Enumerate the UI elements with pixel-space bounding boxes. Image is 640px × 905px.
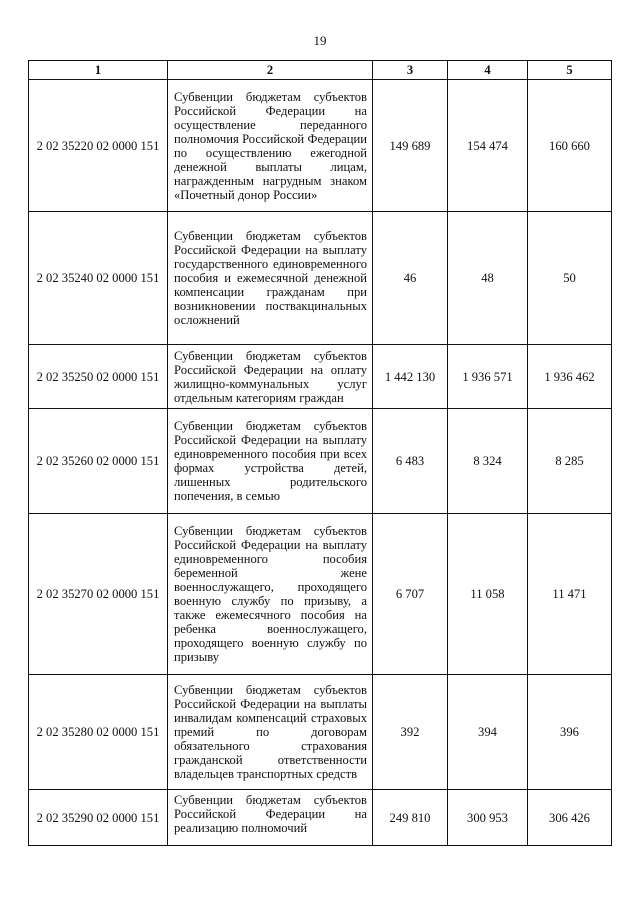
table-row [29, 409, 612, 514]
description-text: Субвенции бюджетам субъектов Российской Федерации на оплату жилищно-коммунальных услуг отдельным категориям граждан [174, 348, 367, 405]
value-col4-cell: 11 058 [448, 514, 528, 675]
page-number: 19 [313, 33, 327, 48]
table-row [29, 790, 612, 846]
value-col4-cell: 1 936 571 [448, 345, 528, 409]
value-col5-cell: 1 936 462 [528, 345, 612, 409]
value-col3-cell: 149 689 [373, 80, 448, 212]
description-text: Субвенции бюджетам субъектов Российской Федерации на выплаты инвалидам компенсаций страховых премий по договорам обязательного страхования гражданской ответственности владельцев транспортных средств [174, 683, 367, 781]
value-col5-cell: 11 471 [528, 514, 612, 675]
column-header-2: 2 [168, 61, 373, 80]
budget-code-cell: 2 02 35260 02 0000 151 [29, 409, 168, 514]
description-cell [168, 409, 373, 514]
value-col3-cell: 6 483 [373, 409, 448, 514]
value-col5-cell: 8 285 [528, 409, 612, 514]
budget-code-cell: 2 02 35250 02 0000 151 [29, 345, 168, 409]
budget-code-cell: 2 02 35220 02 0000 151 [29, 80, 168, 212]
value-col4-cell: 394 [448, 675, 528, 790]
value-col3-cell: 392 [373, 675, 448, 790]
value-col3-cell: 1 442 130 [373, 345, 448, 409]
value-col3-cell: 6 707 [373, 514, 448, 675]
description-text: Субвенции бюджетам субъектов Российской Федерации на выплату единовременного пособия беременной жене военнослужащего, проходящего военную службу по призыву, а также ежемесячного пособия на ребенка военнослужащего, проходящего военную службу по призыву [174, 524, 367, 664]
value-col4-cell: 48 [448, 212, 528, 345]
budget-code-cell: 2 02 35270 02 0000 151 [29, 514, 168, 675]
column-header-4: 4 [448, 61, 528, 80]
description-text: Субвенции бюджетам субъектов Российской Федерации на реализацию полномочий [174, 793, 367, 835]
column-header-1: 1 [29, 61, 168, 80]
column-header-5: 5 [528, 61, 612, 80]
value-col4-cell: 300 953 [448, 790, 528, 846]
description-cell [168, 345, 373, 409]
budget-code-cell: 2 02 35290 02 0000 151 [29, 790, 168, 846]
budget-code-cell: 2 02 35240 02 0000 151 [29, 212, 168, 345]
value-col5-cell: 396 [528, 675, 612, 790]
value-col3-cell: 249 810 [373, 790, 448, 846]
table-row [29, 514, 612, 675]
value-col4-cell: 154 474 [448, 80, 528, 212]
budget-table [28, 60, 612, 846]
budget-code-cell: 2 02 35280 02 0000 151 [29, 675, 168, 790]
value-col3-cell: 46 [373, 212, 448, 345]
column-header-3: 3 [373, 61, 448, 80]
value-col5-cell: 306 426 [528, 790, 612, 846]
table-row [29, 80, 612, 212]
table-row [29, 212, 612, 345]
table-header-row [29, 61, 612, 80]
description-text: Субвенции бюджетам субъектов Российской Федерации на осуществление переданного полномочия Российской Федерации по осуществлению ежегодной денежной выплаты лицам, награжденным нагрудным знаком «Почетный донор России» [174, 89, 367, 202]
description-cell [168, 675, 373, 790]
table-row [29, 675, 612, 790]
value-col4-cell: 8 324 [448, 409, 528, 514]
value-col5-cell: 160 660 [528, 80, 612, 212]
description-cell [168, 514, 373, 675]
description-text: Субвенции бюджетам субъектов Российской Федерации на выплату единовременного пособия при всех формах устройства детей, лишенных родительского попечения, в семью [174, 419, 367, 503]
description-cell [168, 790, 373, 846]
value-col5-cell: 50 [528, 212, 612, 345]
description-cell [168, 212, 373, 345]
description-text: Субвенции бюджетам субъектов Российской Федерации на выплату государственного единовременного пособия и ежемесячной денежной компенсации гражданам при возникновении поствакцинальных осложнений [174, 229, 367, 327]
description-cell [168, 80, 373, 212]
table-row [29, 345, 612, 409]
